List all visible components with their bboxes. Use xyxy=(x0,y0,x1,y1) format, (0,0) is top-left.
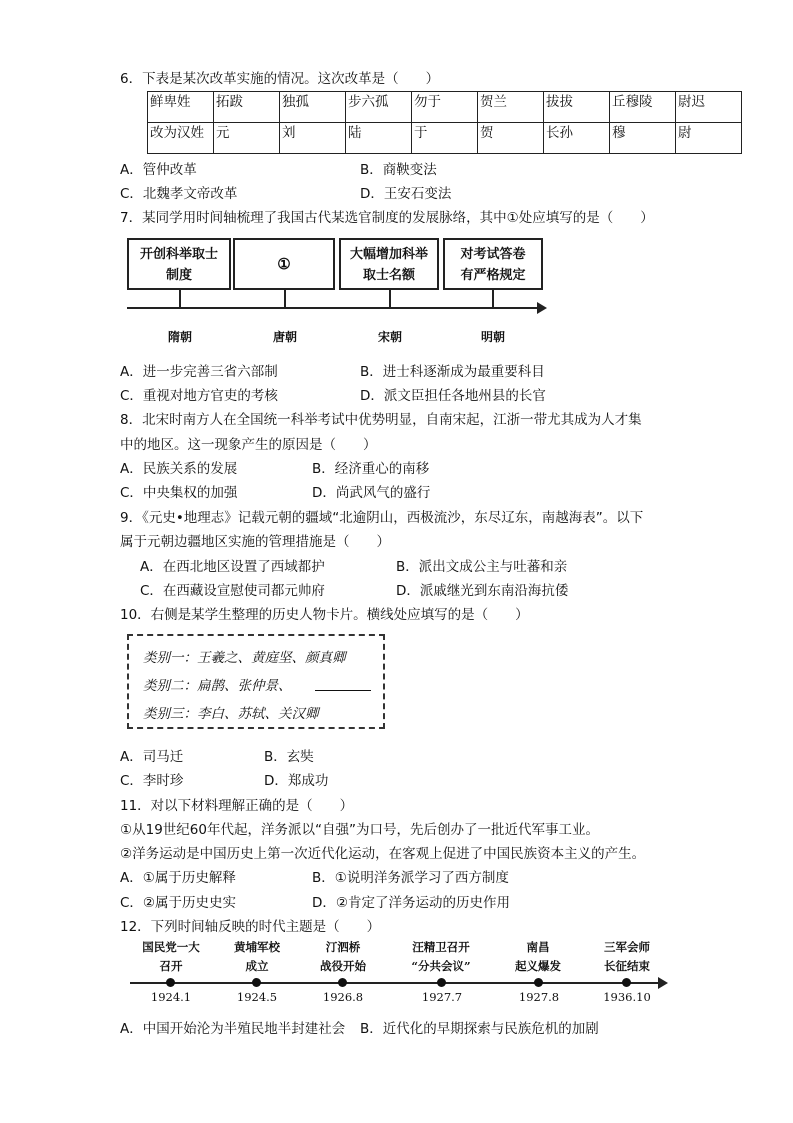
event-label-line: 起义爆发 xyxy=(515,959,561,973)
event-label xyxy=(493,938,583,976)
q9-option-b: B．派出文成公主与吐蕃和亲 xyxy=(396,559,568,575)
q11-option-c: C．②属于历史史实 xyxy=(120,895,237,911)
table-cell: 尉 xyxy=(676,123,742,154)
q10-option-b: B．玄奘 xyxy=(264,749,314,765)
q8-option-d: D．尚武风气的盛行 xyxy=(312,485,431,501)
event-label-line: 汀泗桥 xyxy=(325,940,361,954)
axis-line xyxy=(127,307,541,309)
table-cell: 穆 xyxy=(610,123,676,154)
arrow-icon xyxy=(658,977,668,989)
timeline-box xyxy=(127,238,231,290)
event-label-line: 战役开始 xyxy=(320,959,366,973)
card-category-3: 类别三：李白、苏轼、关汉卿 xyxy=(143,706,319,722)
q7-option-b: B．进士科逐渐成为最重要科目 xyxy=(360,364,545,380)
connector-line xyxy=(179,290,181,308)
q12-stem: 12．下列时间轴反映的时代主题是（ ） xyxy=(120,919,381,935)
q12-option-b: B．近代化的早期探索与民族危机的加剧 xyxy=(360,1021,599,1037)
q6-option-b: B．商鞅变法 xyxy=(360,162,437,178)
connector-line xyxy=(389,290,391,308)
box-line: 有严格规定 xyxy=(460,268,526,283)
connector-line xyxy=(284,290,286,308)
table-row xyxy=(148,92,742,123)
q9-option-a: A．在西北地区设置了西域都护 xyxy=(140,559,325,575)
event-date: 1927.8 xyxy=(518,990,560,1004)
table-cell: 步六孤 xyxy=(346,92,412,123)
q9-option-c: C．在西藏设宣慰使司都元帅府 xyxy=(140,583,325,599)
table-cell: 勿于 xyxy=(412,92,478,123)
table-cell: 尉迟 xyxy=(676,92,742,123)
q11-option-a: A．①属于历史解释 xyxy=(120,870,236,886)
box-line: 开创科举取士 xyxy=(139,247,218,262)
arrow-icon xyxy=(537,302,547,314)
q10-option-a: A．司马迁 xyxy=(120,749,184,765)
table-cell: 于 xyxy=(412,123,478,154)
event-label xyxy=(396,938,486,976)
q6-option-a: A．管仲改革 xyxy=(120,162,197,178)
table-cell: 元 xyxy=(214,123,280,154)
q6-option-d: D．王安石变法 xyxy=(360,186,452,202)
q8-option-b: B．经济重心的南移 xyxy=(312,461,430,477)
event-dot xyxy=(437,978,446,987)
event-label-line: 成立 xyxy=(245,959,269,973)
q9-stem-line1: 9．《元史•地理志》记载元朝的疆域“北逾阴山，西极流沙，东尽辽东，南越海表”。以下 xyxy=(120,510,644,526)
q6-table xyxy=(147,91,742,154)
box-line: 对考试答卷 xyxy=(460,247,526,262)
timeline-box xyxy=(443,238,543,290)
connector-line xyxy=(492,290,494,308)
table-cell: 独孤 xyxy=(280,92,346,123)
event-dot xyxy=(166,978,175,987)
timeline-box xyxy=(339,238,439,290)
card-category-2: 类别二：扁鹊、张仲景、 xyxy=(143,678,292,694)
table-cell: 贺 xyxy=(478,123,544,154)
event-dot xyxy=(534,978,543,987)
q7-option-a: A．进一步完善三省六部制 xyxy=(120,364,278,380)
answer-blank-line xyxy=(315,690,371,691)
event-dot xyxy=(252,978,261,987)
q8-stem-line1: 8．北宋时南方人在全国统一科举考试中优势明显，自南宋起，江浙一带尤其成为人才集 xyxy=(120,412,642,428)
table-cell: 刘 xyxy=(280,123,346,154)
table-row xyxy=(148,123,742,154)
event-dot xyxy=(622,978,631,987)
table-cell: 丘穆陵 xyxy=(610,92,676,123)
era-label: 明朝 xyxy=(480,330,505,344)
event-date: 1927.7 xyxy=(421,990,463,1004)
box-line: ① xyxy=(277,255,291,273)
q12-option-a: A．中国开始沦为半殖民地半封建社会 xyxy=(120,1021,346,1037)
era-label: 宋朝 xyxy=(377,330,402,344)
event-label-line: 汪精卫召开 xyxy=(412,940,470,954)
card-category-1: 类别一：王羲之、黄庭坚、颜真卿 xyxy=(143,650,346,666)
timeline-box-blank xyxy=(233,238,335,290)
person-card xyxy=(127,634,385,729)
event-dot xyxy=(338,978,347,987)
q8-stem-line2: 中的地区。这一现象产生的原因是（ ） xyxy=(120,437,377,453)
table-cell: 长孙 xyxy=(544,123,610,154)
event-label xyxy=(212,938,302,976)
q11-option-d: D．②肯定了洋务运动的历史作用 xyxy=(312,895,510,911)
q6-option-c: C．北魏孝文帝改革 xyxy=(120,186,238,202)
event-label-line: “分共会议” xyxy=(411,959,471,973)
event-label-line: 长征结束 xyxy=(604,959,650,973)
table-cell: 贺兰 xyxy=(478,92,544,123)
q11-material-1: ①从19世纪60年代起，洋务派以“自强”为口号，先后创办了一批近代军事工业。 xyxy=(120,822,599,838)
table-cell: 改为汉姓 xyxy=(148,123,214,154)
table-cell: 陆 xyxy=(346,123,412,154)
event-label xyxy=(126,938,216,976)
q9-option-d: D．派戚继光到东南沿海抗倭 xyxy=(396,583,569,599)
q10-option-c: C．李时珍 xyxy=(120,773,184,789)
box-line: 制度 xyxy=(165,268,192,283)
box-line: 大幅增加科举 xyxy=(349,247,428,262)
q7-stem: 7．某同学用时间轴梳理了我国古代某选官制度的发展脉络，其中①处应填写的是（ ） xyxy=(120,210,654,226)
event-label-line: 黄埔军校 xyxy=(234,940,280,954)
q11-option-b: B．①说明洋务派学习了西方制度 xyxy=(312,870,509,886)
event-label-line: 南昌 xyxy=(526,940,550,954)
event-label-line: 国民党一大 xyxy=(142,940,200,954)
event-label xyxy=(298,938,388,976)
event-label-line: 召开 xyxy=(159,959,183,973)
q10-stem: 10．右侧是某学生整理的历史人物卡片。横线处应填写的是（ ） xyxy=(120,607,529,623)
axis-line xyxy=(130,982,660,984)
q7-option-d: D．派文臣担任各地州县的长官 xyxy=(360,388,546,404)
event-date: 1924.1 xyxy=(150,990,192,1004)
q11-stem: 11．对以下材料理解正确的是（ ） xyxy=(120,798,354,814)
era-label: 唐朝 xyxy=(272,330,297,344)
table-cell: 拔拔 xyxy=(544,92,610,123)
box-line: 取士名额 xyxy=(362,268,415,283)
event-date: 1924.5 xyxy=(236,990,278,1004)
q8-option-c: C．中央集权的加强 xyxy=(120,485,238,501)
era-label: 隋朝 xyxy=(167,330,192,344)
q11-material-2: ②洋务运动是中国历史上第一次近代化运动，在客观上促进了中国民族资本主义的产生。 xyxy=(120,846,646,862)
q9-stem-line2: 属于元朝边疆地区实施的管理措施是（ ） xyxy=(120,534,390,550)
table-cell: 拓跋 xyxy=(214,92,280,123)
event-label-line: 三军会师 xyxy=(604,940,650,954)
event-date: 1936.10 xyxy=(603,990,651,1004)
q10-option-d: D．郑成功 xyxy=(264,773,329,789)
event-label xyxy=(582,938,672,976)
q7-option-c: C．重视对地方官吏的考核 xyxy=(120,388,278,404)
table-cell: 鲜卑姓 xyxy=(148,92,214,123)
event-date: 1926.8 xyxy=(322,990,364,1004)
q6-stem: 6．下表是某次改革实施的情况。这次改革是（ ） xyxy=(120,71,440,87)
q8-option-a: A．民族关系的发展 xyxy=(120,461,238,477)
